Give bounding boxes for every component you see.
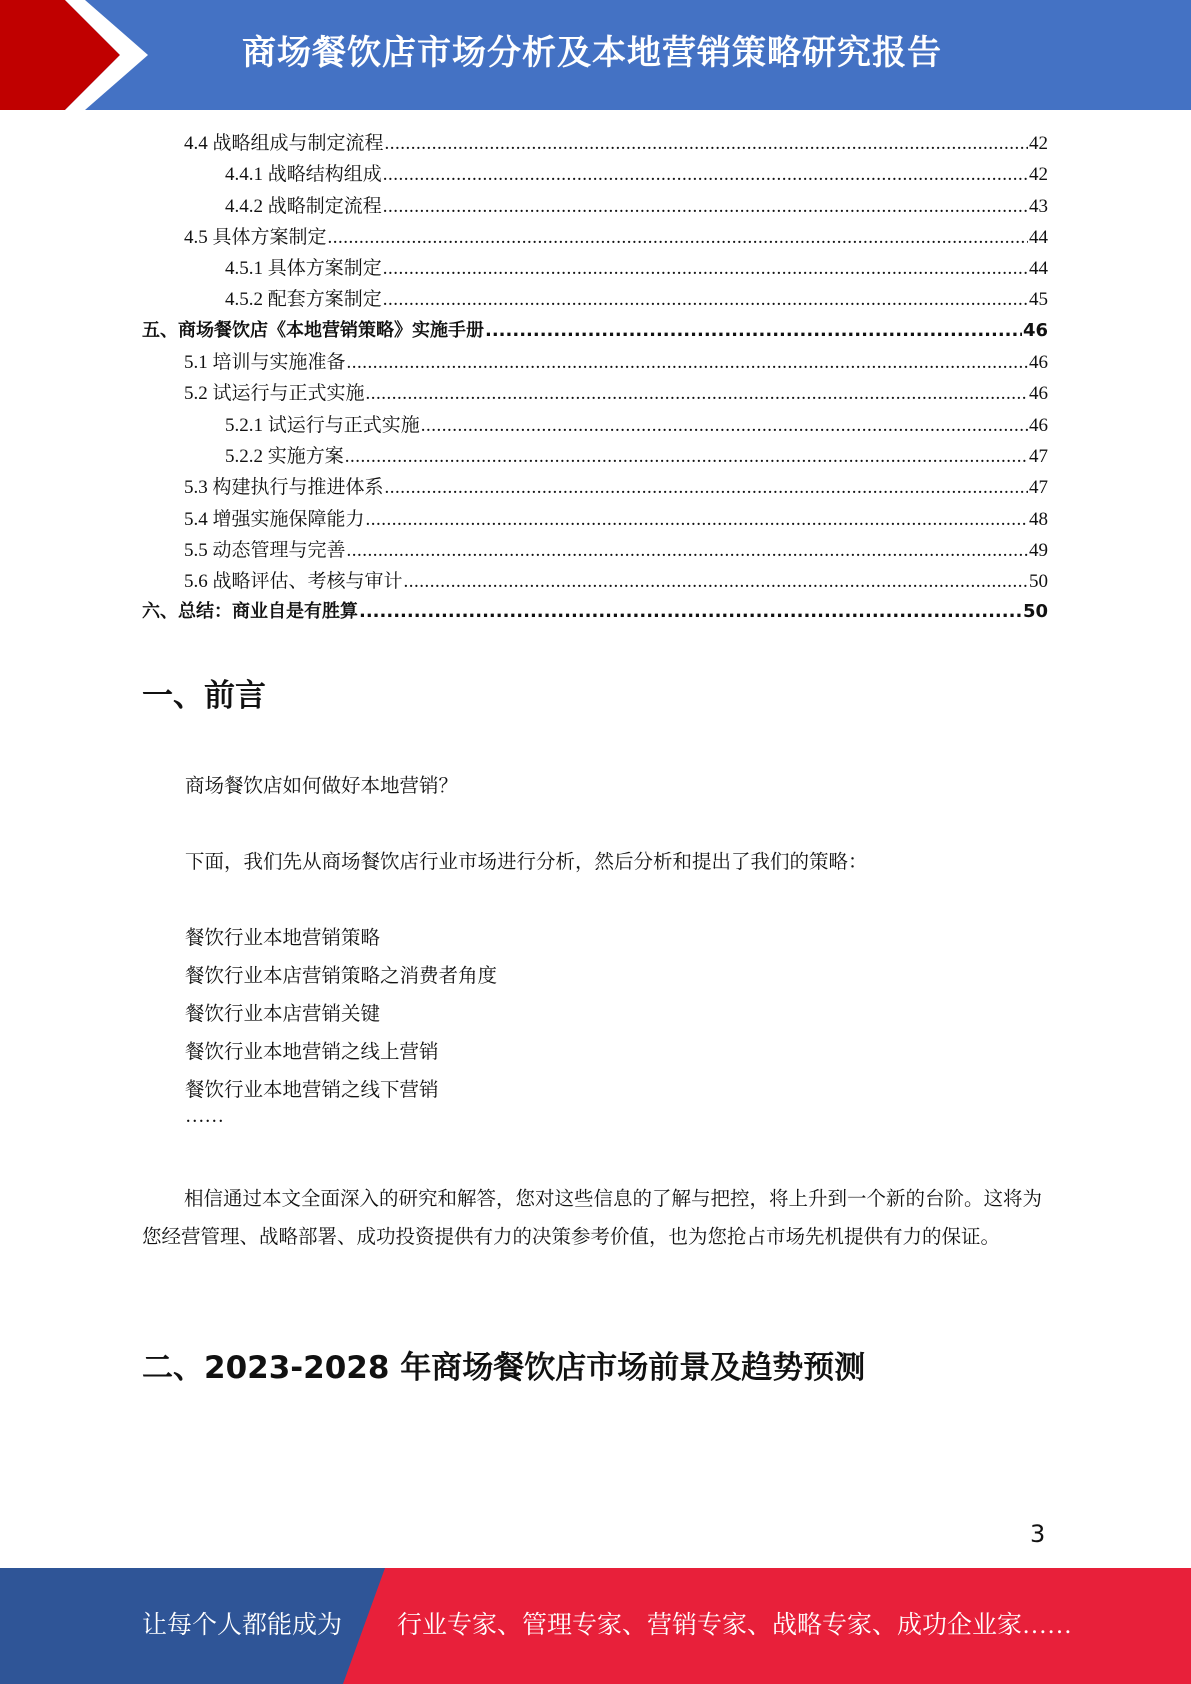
toc-entry-label: 5.3 构建执行与推进体系 <box>184 477 384 499</box>
section-heading-preface: 一、前言 <box>142 678 266 714</box>
toc-entry-page: 47 <box>1029 445 1048 467</box>
toc-entry[interactable] <box>142 191 1048 222</box>
toc-entry[interactable] <box>142 159 1048 190</box>
toc-entry-label: 4.5.2 配套方案制定 <box>225 289 382 311</box>
toc-leader-dots <box>347 352 1028 374</box>
toc-entry-label: 4.4 战略组成与制定流程 <box>184 133 384 154</box>
toc-entry[interactable] <box>142 441 1048 472</box>
toc-entry-label: 4.5 具体方案制定 <box>184 226 327 248</box>
toc-entry-page: 42 <box>1029 133 1048 154</box>
toc-entry[interactable] <box>142 222 1048 253</box>
toc-entry-page: 46 <box>1029 352 1048 374</box>
toc-entry[interactable] <box>142 410 1048 441</box>
toc-entry-label: 4.4.2 战略制定流程 <box>225 195 382 217</box>
preface-conclusion: 相信通过本文全面深入的研究和解答，您对这些信息的了解与把控，将上升到一个新的台阶。这将为您经营管理、战略部署、成功投资提供有力的决策参考价值，也为您抢占市场先机提供有力的保证。 <box>142 1189 1043 1248</box>
toc-leader-dots <box>366 383 1028 405</box>
page-header <box>0 0 1191 110</box>
toc-leader-dots <box>383 289 1028 311</box>
toc-leader-dots <box>485 320 1022 341</box>
toc-leader-dots <box>385 133 1028 155</box>
toc-leader-dots <box>421 415 1028 437</box>
toc-leader-dots <box>385 477 1028 499</box>
toc-leader-dots <box>359 601 1022 622</box>
toc-leader-dots <box>404 571 1028 593</box>
toc-entry-label: 5.5 动态管理与完善 <box>184 539 346 561</box>
toc-entry-page: 44 <box>1029 226 1048 248</box>
list-item: 餐饮行业本地营销之线下营销 <box>185 1080 439 1101</box>
toc-leader-dots <box>366 509 1028 531</box>
toc-entry-page: 50 <box>1029 571 1048 593</box>
table-of-contents <box>142 128 1048 629</box>
toc-entry-label: 5.4 增强实施保障能力 <box>184 508 365 530</box>
toc-entry[interactable] <box>142 535 1048 566</box>
toc-entry[interactable] <box>142 316 1048 347</box>
toc-entry-page: 44 <box>1029 258 1048 280</box>
toc-entry-page: 49 <box>1029 539 1048 561</box>
page-footer <box>0 1568 1191 1684</box>
toc-leader-dots <box>383 258 1028 280</box>
list-item: 餐饮行业本地营销之线上营销 <box>185 1042 439 1063</box>
chevron-arrow-icon <box>0 0 160 110</box>
toc-entry-label: 5.1 培训与实施准备 <box>184 352 346 374</box>
toc-entry-label: 五、商场餐饮店《本地营销策略》实施手册 <box>142 319 484 341</box>
page-number: 3 <box>1030 1520 1046 1548</box>
toc-entry[interactable] <box>142 597 1048 628</box>
toc-entry-page: 43 <box>1029 195 1048 217</box>
toc-entry[interactable] <box>142 347 1048 378</box>
list-item: …… <box>185 1106 224 1127</box>
list-item: 餐饮行业本店营销策略之消费者角度 <box>185 966 498 987</box>
toc-entry-label: 5.6 战略评估、考核与审计 <box>184 571 403 593</box>
toc-leader-dots <box>347 540 1028 562</box>
toc-entry-page: 47 <box>1029 477 1048 499</box>
toc-leader-dots <box>383 196 1028 218</box>
toc-leader-dots <box>383 164 1028 186</box>
toc-entry[interactable] <box>142 128 1048 159</box>
footer-slogan-right: 行业专家、管理专家、营销专家、战略专家、成功企业家…… <box>397 1612 1073 1639</box>
toc-entry[interactable] <box>142 284 1048 315</box>
toc-entry-label: 5.2.2 实施方案 <box>225 445 344 467</box>
toc-entry-page: 46 <box>1029 383 1048 405</box>
preface-intro: 下面，我们先从商场餐饮店行业市场进行分析，然后分析和提出了我们的策略： <box>185 852 868 873</box>
toc-entry[interactable] <box>142 253 1048 284</box>
toc-entry-page: 46 <box>1022 319 1048 341</box>
toc-entry-page: 46 <box>1029 414 1048 436</box>
list-item: 餐饮行业本地营销策略 <box>185 928 381 949</box>
toc-entry[interactable] <box>142 504 1048 535</box>
preface-question: 商场餐饮店如何做好本地营销？ <box>185 776 459 797</box>
toc-entry-label: 5.2 试运行与正式实施 <box>184 383 365 405</box>
list-item: 餐饮行业本店营销关键 <box>185 1004 381 1025</box>
toc-entry-page: 45 <box>1029 289 1048 311</box>
document-title: 商场餐饮店市场分析及本地营销策略研究报告 <box>242 33 942 73</box>
toc-entry-page: 50 <box>1022 601 1048 623</box>
toc-entry-label: 4.5.1 具体方案制定 <box>225 258 382 280</box>
toc-entry[interactable] <box>142 378 1048 409</box>
toc-entry-label: 六、总结：商业自是有胜算 <box>142 601 358 623</box>
toc-entry[interactable] <box>142 566 1048 597</box>
toc-entry-page: 42 <box>1029 164 1048 186</box>
toc-leader-dots <box>345 446 1028 468</box>
toc-leader-dots <box>328 227 1028 249</box>
toc-entry[interactable] <box>142 472 1048 503</box>
section-heading-forecast: 二、2023-2028 年商场餐饮店市场前景及趋势预测 <box>142 1350 866 1386</box>
toc-entry-label: 5.2.1 试运行与正式实施 <box>225 414 420 436</box>
toc-entry-label: 4.4.1 战略结构组成 <box>225 164 382 186</box>
footer-slogan-left: 让每个人都能成为 <box>142 1612 343 1639</box>
toc-entry-page: 48 <box>1029 508 1048 530</box>
